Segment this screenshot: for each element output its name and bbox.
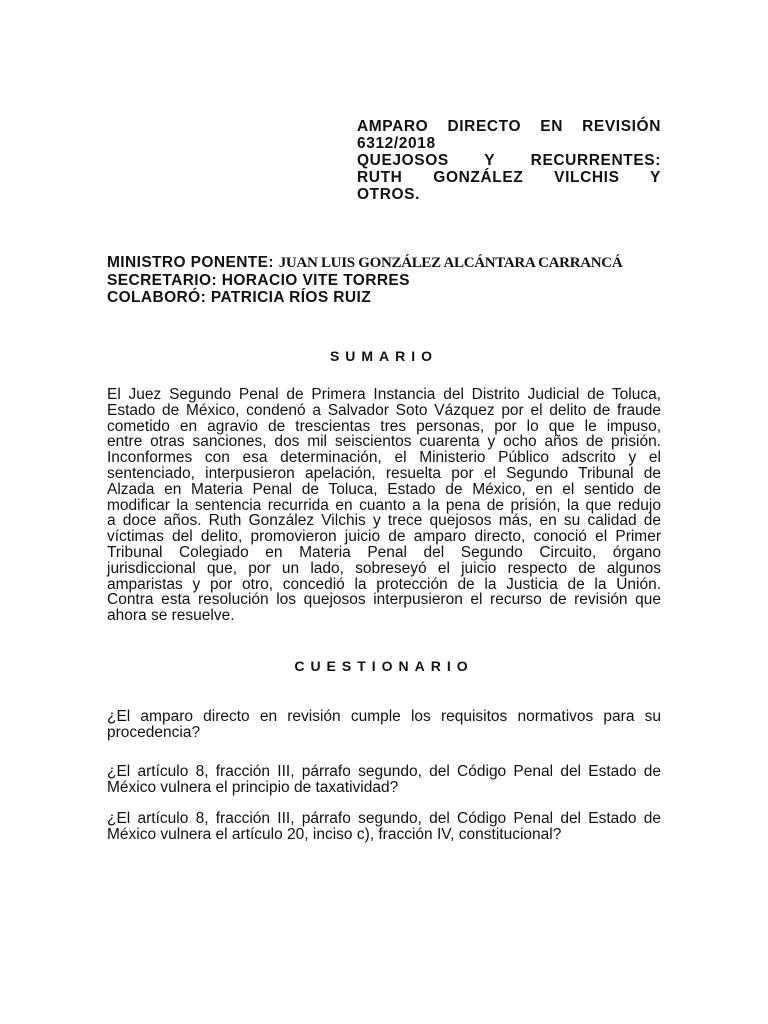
text-line: Tribunal Colegiado en Materia Penal del Segundo Circuito, órgano — [107, 543, 661, 561]
case-header-line: RUTH GONZÁLEZ VILCHIS Y — [357, 169, 661, 186]
sumario-title: SUMARIO — [329, 348, 439, 364]
text-line: a doce años. Ruth González Vilchis y trece quejosos más, en su calidad de — [107, 512, 661, 530]
cuestionario-title: CUESTIONARIO — [294, 658, 474, 674]
text-line: México vulnera el principio de taxatividad? — [107, 778, 399, 796]
text-line: jurisdiccional que, por un lado, sobreseyó el juicio respecto de algunos — [107, 559, 661, 577]
sumario-paragraph — [107, 387, 661, 624]
case-header-line: AMPARO DIRECTO EN REVISIÓN — [357, 118, 661, 135]
text-line: ¿El amparo directo en revisión cumple los requisitos normativos para su — [107, 708, 661, 725]
text-line: Alzada en Materia Penal de Toluca, Estado de México, en el sentido de — [107, 480, 661, 498]
text-line: Estado de México, condenó a Salvador Soto Vázquez por el delito de fraude — [107, 401, 661, 419]
case-header-line: QUEJOSOS Y RECURRENTES: — [357, 152, 661, 169]
text-line: El Juez Segundo Penal de Primera Instancia del Distrito Judicial de Toluca, — [107, 386, 661, 403]
text-line: víctimas del delito, promovieron juicio de amparo directo, conoció el Primer — [107, 528, 661, 546]
credits-block — [107, 254, 667, 306]
text-line: amparistas y por otro, concedió la protección de la Justicia de la Unión. — [107, 575, 661, 593]
text-line: ahora se resuelve. — [107, 607, 235, 625]
text-line: Contra esta resolución los quejosos interpusieron el recurso de revisión que — [107, 591, 661, 609]
question-item — [107, 811, 661, 843]
ministro-name: JUAN LUIS GONZÁLEZ ALCÁNTARA CARRANCÁ — [278, 255, 623, 271]
text-line: Inconformes con esa determinación, el Ministerio Público adscrito y el — [107, 449, 661, 467]
case-header — [357, 118, 661, 203]
text-line: procedencia? — [107, 723, 201, 741]
ministro-label: MINISTRO PONENTE: — [107, 254, 274, 271]
question-item — [107, 709, 661, 741]
text-line: cometido en agravio de trescientas tres personas, por lo que le impuso, — [107, 417, 661, 435]
text-line: ¿El artículo 8, fracción III, párrafo segundo, del Código Penal del Estado de — [107, 810, 661, 827]
case-header-line: OTROS. — [357, 186, 421, 203]
colaboro-row: COLABORÓ: PATRICIA RÍOS RUIZ — [107, 289, 372, 306]
ministro-row — [107, 254, 667, 272]
question-item — [107, 764, 661, 796]
text-line: modificar la sentencia recurrida en cuanto a la pena de prisión, la que redujo — [107, 496, 661, 514]
secretario-row: SECRETARIO: HORACIO VITE TORRES — [107, 272, 410, 289]
case-number: 6312/2018 — [357, 135, 436, 152]
text-line: ¿El artículo 8, fracción III, párrafo segundo, del Código Penal del Estado de — [107, 763, 661, 780]
text-line: México vulnera el artículo 20, inciso c), fracción IV, constitucional? — [107, 825, 562, 843]
text-line: entre otras sanciones, dos mil seiscientos cuarenta y ocho años de prisión. — [107, 433, 661, 451]
text-line: sentenciado, interpusieron apelación, resuelta por el Segundo Tribunal de — [107, 464, 661, 482]
